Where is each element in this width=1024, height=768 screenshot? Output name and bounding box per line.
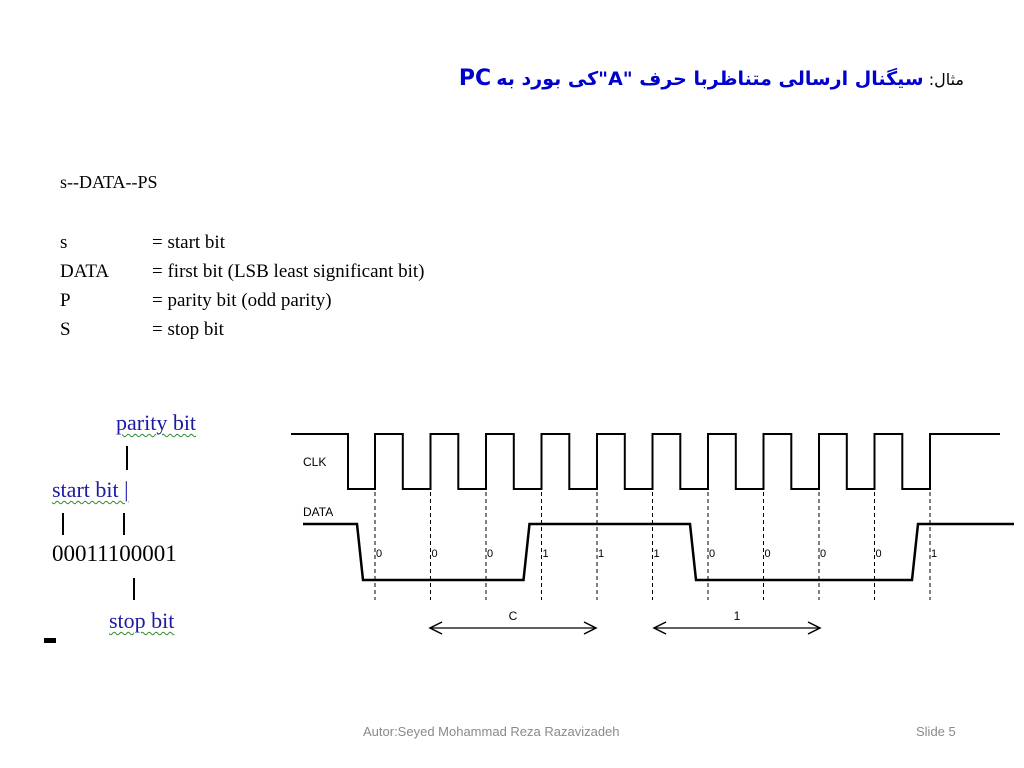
start-bit-label-text: start bit | <box>52 477 129 502</box>
clk-waveform <box>291 434 1000 489</box>
legend-key: P <box>60 290 71 311</box>
nibble-label: C <box>508 609 518 623</box>
bit-digit: 0 <box>376 548 383 560</box>
nibble-arrows <box>430 609 820 634</box>
bit-digit: 0 <box>431 548 438 560</box>
footer-author: Autor:Seyed Mohammad Reza Razavizadeh <box>363 724 620 739</box>
bit-digit: 1 <box>542 548 549 560</box>
legend-desc: = parity bit (odd parity) <box>152 290 332 311</box>
bit-digit: 1 <box>931 548 938 560</box>
legend-key: S <box>60 319 71 340</box>
stop-bit-label: stop bit <box>109 608 175 633</box>
bit-digit: 0 <box>820 548 827 560</box>
bit-digit: 0 <box>875 548 882 560</box>
bit-digit: 1 <box>653 548 660 560</box>
parity-bit-label: parity bit <box>116 410 197 435</box>
bit-string: 00011100001 <box>52 541 177 566</box>
bit-digit: 0 <box>487 548 494 560</box>
bit-digit: 0 <box>709 548 716 560</box>
data-label: DATA <box>303 505 334 519</box>
sample-markers <box>375 492 937 600</box>
nibble-label: 1 <box>733 609 741 623</box>
legend-desc: = start bit <box>152 232 225 253</box>
frame-format: s--DATA--PS <box>60 172 158 192</box>
legend-key: DATA <box>60 261 110 282</box>
bit-digit: 1 <box>598 548 605 560</box>
title-main: سیگنال ارسالی متناظربا حرف "A"کی بورد به <box>496 68 924 90</box>
title-suffix: PC <box>458 66 492 91</box>
bit-digit: 0 <box>764 548 771 560</box>
clk-label: CLK <box>303 455 327 469</box>
clk-line <box>291 434 1000 489</box>
legend-desc: = first bit (LSB least significant bit) <box>152 261 425 282</box>
title-prefix: مثال: <box>928 70 964 89</box>
legend-key: s <box>60 232 68 253</box>
legend-desc: = stop bit <box>152 319 224 340</box>
footer-slide-number: Slide 5 <box>916 724 956 739</box>
